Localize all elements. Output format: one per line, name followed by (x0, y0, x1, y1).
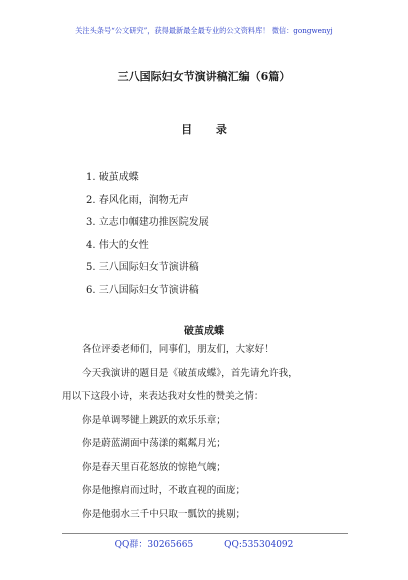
header-note: 关注头条号“公文研究”，获得最新最全最专业的公文资料库！ 微信：gongwenyj (75, 26, 333, 35)
footer-qq: QQ:535304092 (224, 540, 294, 550)
toc-list (86, 172, 209, 307)
paragraph: 你是单调琴键上跳跃的欢乐乐章； (82, 414, 226, 426)
paragraph: 今天我演讲的题目是《破茧成蝶》，首先请允许我， (82, 367, 298, 379)
toc-heading: 目 录 (181, 123, 237, 136)
section-body (62, 344, 362, 532)
toc-item: 3. 立志巾帼建功推医院发展 (86, 217, 209, 228)
footer (0, 537, 408, 550)
toc-item: 5. 三八国际妇女节演讲稿 (86, 262, 199, 273)
paragraph: 你是蔚蓝湖面中荡漾的粼粼月光； (82, 438, 226, 449)
toc-item: 1. 破茧成蝶 (86, 172, 139, 183)
paragraph: 你是春天里百花怒放的惊艳气魄； (82, 461, 226, 473)
paragraph: 你是他擦肩而过时，不敢直视的面庞； (82, 485, 246, 496)
paragraph: 用以下这段小诗，来表达我对女性的赞美之情： (62, 391, 264, 402)
toc-item: 6. 三八国际妇女节演讲稿 (86, 284, 199, 296)
footer-rule (62, 533, 348, 534)
document-title: 三八国际妇女节演讲稿汇编（6篇） (117, 70, 291, 83)
toc-item: 4. 伟大的女性 (86, 239, 149, 251)
footer-qq-group: QQ群：30265665 (114, 540, 194, 550)
paragraph: 你是他弱水三千中只取一瓢饮的挑剔； (82, 508, 246, 520)
section-title: 破茧成蝶 (184, 326, 224, 337)
paragraph: 各位评委老师们，同事们，朋友们，大家好！ (82, 344, 274, 355)
toc-item: 2. 春风化雨，润物无声 (86, 194, 189, 206)
